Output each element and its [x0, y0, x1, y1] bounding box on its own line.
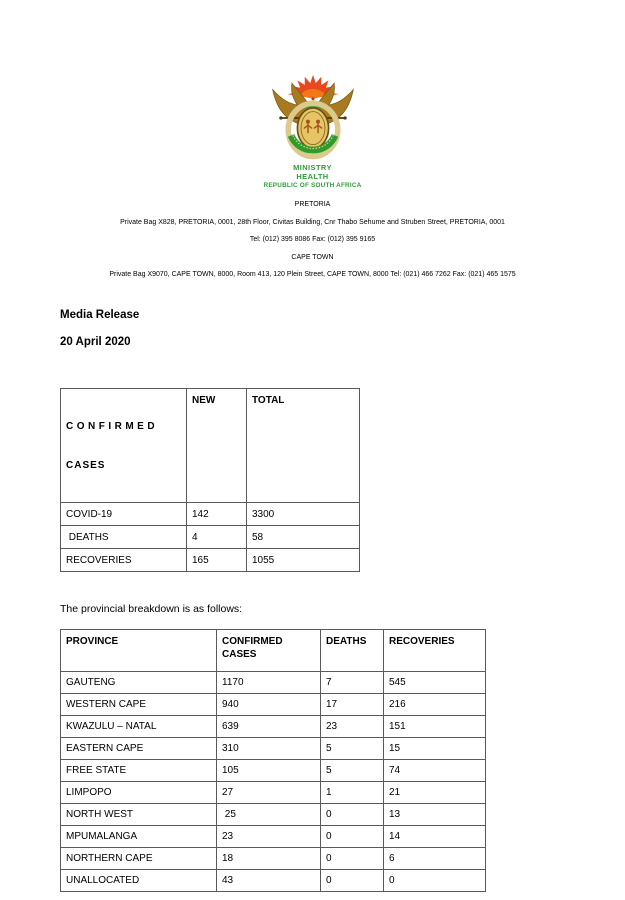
summary-cell-total: 3300: [247, 502, 360, 525]
province-cell-deaths: 5: [321, 759, 384, 781]
province-cell-province: MPUMALANGA: [61, 825, 217, 847]
summary-cell-label: COVID-19: [61, 502, 187, 525]
province-cell-province: KWAZULU – NATAL: [61, 715, 217, 737]
province-header-province: PROVINCE: [61, 629, 217, 671]
province-cell-deaths: 0: [321, 803, 384, 825]
province-cell-recoveries: 15: [384, 737, 486, 759]
table-row: [61, 502, 360, 525]
table-row: [61, 548, 360, 571]
province-cell-deaths: 0: [321, 847, 384, 869]
province-cell-recoveries: 0: [384, 869, 486, 891]
province-cell-confirmed: 639: [217, 715, 321, 737]
province-cell-confirmed: 310: [217, 737, 321, 759]
ministry-line: HEALTH: [296, 172, 329, 181]
table-row: [61, 847, 486, 869]
table-row: [61, 803, 486, 825]
summary-table: [60, 388, 360, 572]
ministry-line: MINISTRY: [293, 163, 332, 172]
province-cell-recoveries: 74: [384, 759, 486, 781]
table-row: [61, 825, 486, 847]
summary-header-new: NEW: [187, 388, 247, 502]
province-cell-province: WESTERN CAPE: [61, 693, 217, 715]
province-cell-deaths: 7: [321, 671, 384, 693]
release-title: Media Release: [60, 308, 140, 321]
province-cell-province: EASTERN CAPE: [61, 737, 217, 759]
province-cell-recoveries: 14: [384, 825, 486, 847]
province-cell-province: UNALLOCATED: [61, 869, 217, 891]
table-row: [61, 693, 486, 715]
province-cell-deaths: 5: [321, 737, 384, 759]
table-row: [61, 781, 486, 803]
province-cell-recoveries: 151: [384, 715, 486, 737]
ministry-title: [0, 163, 625, 190]
province-cell-confirmed: 940: [217, 693, 321, 715]
province-cell-province: NORTHERN CAPE: [61, 847, 217, 869]
province-header-row: [61, 629, 486, 671]
table-row: [61, 869, 486, 891]
province-header-recoveries: RECOVERIES: [384, 629, 486, 671]
summary-cell-label: RECOVERIES: [61, 548, 187, 571]
summary-header-cases: [61, 388, 187, 502]
province-cell-confirmed: 23: [217, 825, 321, 847]
summary-header-cases-line1: CONFIRMED: [66, 420, 159, 432]
summary-cell-total: 58: [247, 525, 360, 548]
province-cell-confirmed: 1170: [217, 671, 321, 693]
province-cell-confirmed: 105: [217, 759, 321, 781]
summary-cell-total: 1055: [247, 548, 360, 571]
province-cell-province: GAUTENG: [61, 671, 217, 693]
province-header-confirmed: CONFIRMED CASES: [217, 629, 321, 671]
table-row: [61, 525, 360, 548]
pretoria-heading: PRETORIA: [294, 201, 331, 208]
summary-cell-label: DEATHS: [61, 525, 187, 548]
cape-town-heading: CAPE TOWN: [291, 253, 334, 261]
release-date: 20 April 2020: [60, 335, 131, 348]
summary-cell-new: 165: [187, 548, 247, 571]
province-cell-confirmed: 43: [217, 869, 321, 891]
province-cell-recoveries: 545: [384, 671, 486, 693]
province-table: [60, 629, 486, 892]
summary-header-total: TOTAL: [247, 388, 360, 502]
breakdown-intro: The provincial breakdown is as follows:: [60, 602, 243, 615]
summary-cell-new: 4: [187, 525, 247, 548]
province-cell-deaths: 23: [321, 715, 384, 737]
province-cell-deaths: 0: [321, 825, 384, 847]
province-cell-confirmed: 18: [217, 847, 321, 869]
pretoria-address: Private Bag X828, PRETORIA, 0001, 28th Floor, Civitas Building, Cnr Thabo Sehume and Struben Street, PRETORIA, 0001: [120, 218, 505, 226]
summary-header-row: [61, 388, 360, 502]
province-cell-deaths: 1: [321, 781, 384, 803]
pretoria-contacts: Tel: (012) 395 8086 Fax: (012) 395 9165: [249, 236, 376, 243]
province-cell-province: FREE STATE: [61, 759, 217, 781]
province-cell-recoveries: 6: [384, 847, 486, 869]
document-body: [0, 309, 625, 892]
province-cell-deaths: 0: [321, 869, 384, 891]
letterhead: [0, 0, 625, 284]
table-row: [61, 759, 486, 781]
province-cell-province: NORTH WEST: [61, 803, 217, 825]
province-cell-recoveries: 216: [384, 693, 486, 715]
summary-cell-new: 142: [187, 502, 247, 525]
ministry-line: REPUBLIC OF SOUTH AFRICA: [263, 182, 362, 189]
table-row: [61, 715, 486, 737]
table-row: [61, 671, 486, 693]
province-cell-confirmed: 27: [217, 781, 321, 803]
province-cell-province: LIMPOPO: [61, 781, 217, 803]
province-cell-confirmed: 25: [217, 803, 321, 825]
province-cell-recoveries: 13: [384, 803, 486, 825]
summary-header-cases-line2: CASES: [66, 459, 106, 471]
shield-icon: [297, 108, 328, 148]
coat-of-arms-logo: [267, 74, 359, 162]
province-cell-deaths: 17: [321, 693, 384, 715]
address-block: [0, 196, 625, 284]
table-row: [61, 737, 486, 759]
province-header-deaths: DEATHS: [321, 629, 384, 671]
province-cell-recoveries: 21: [384, 781, 486, 803]
cape-town-address: Private Bag X9070, CAPE TOWN, 8000, Room 413, 120 Plein Street, CAPE TOWN, 8000 Tel: (021) 466 7262 Fax: (021) 465 1575: [109, 271, 516, 278]
